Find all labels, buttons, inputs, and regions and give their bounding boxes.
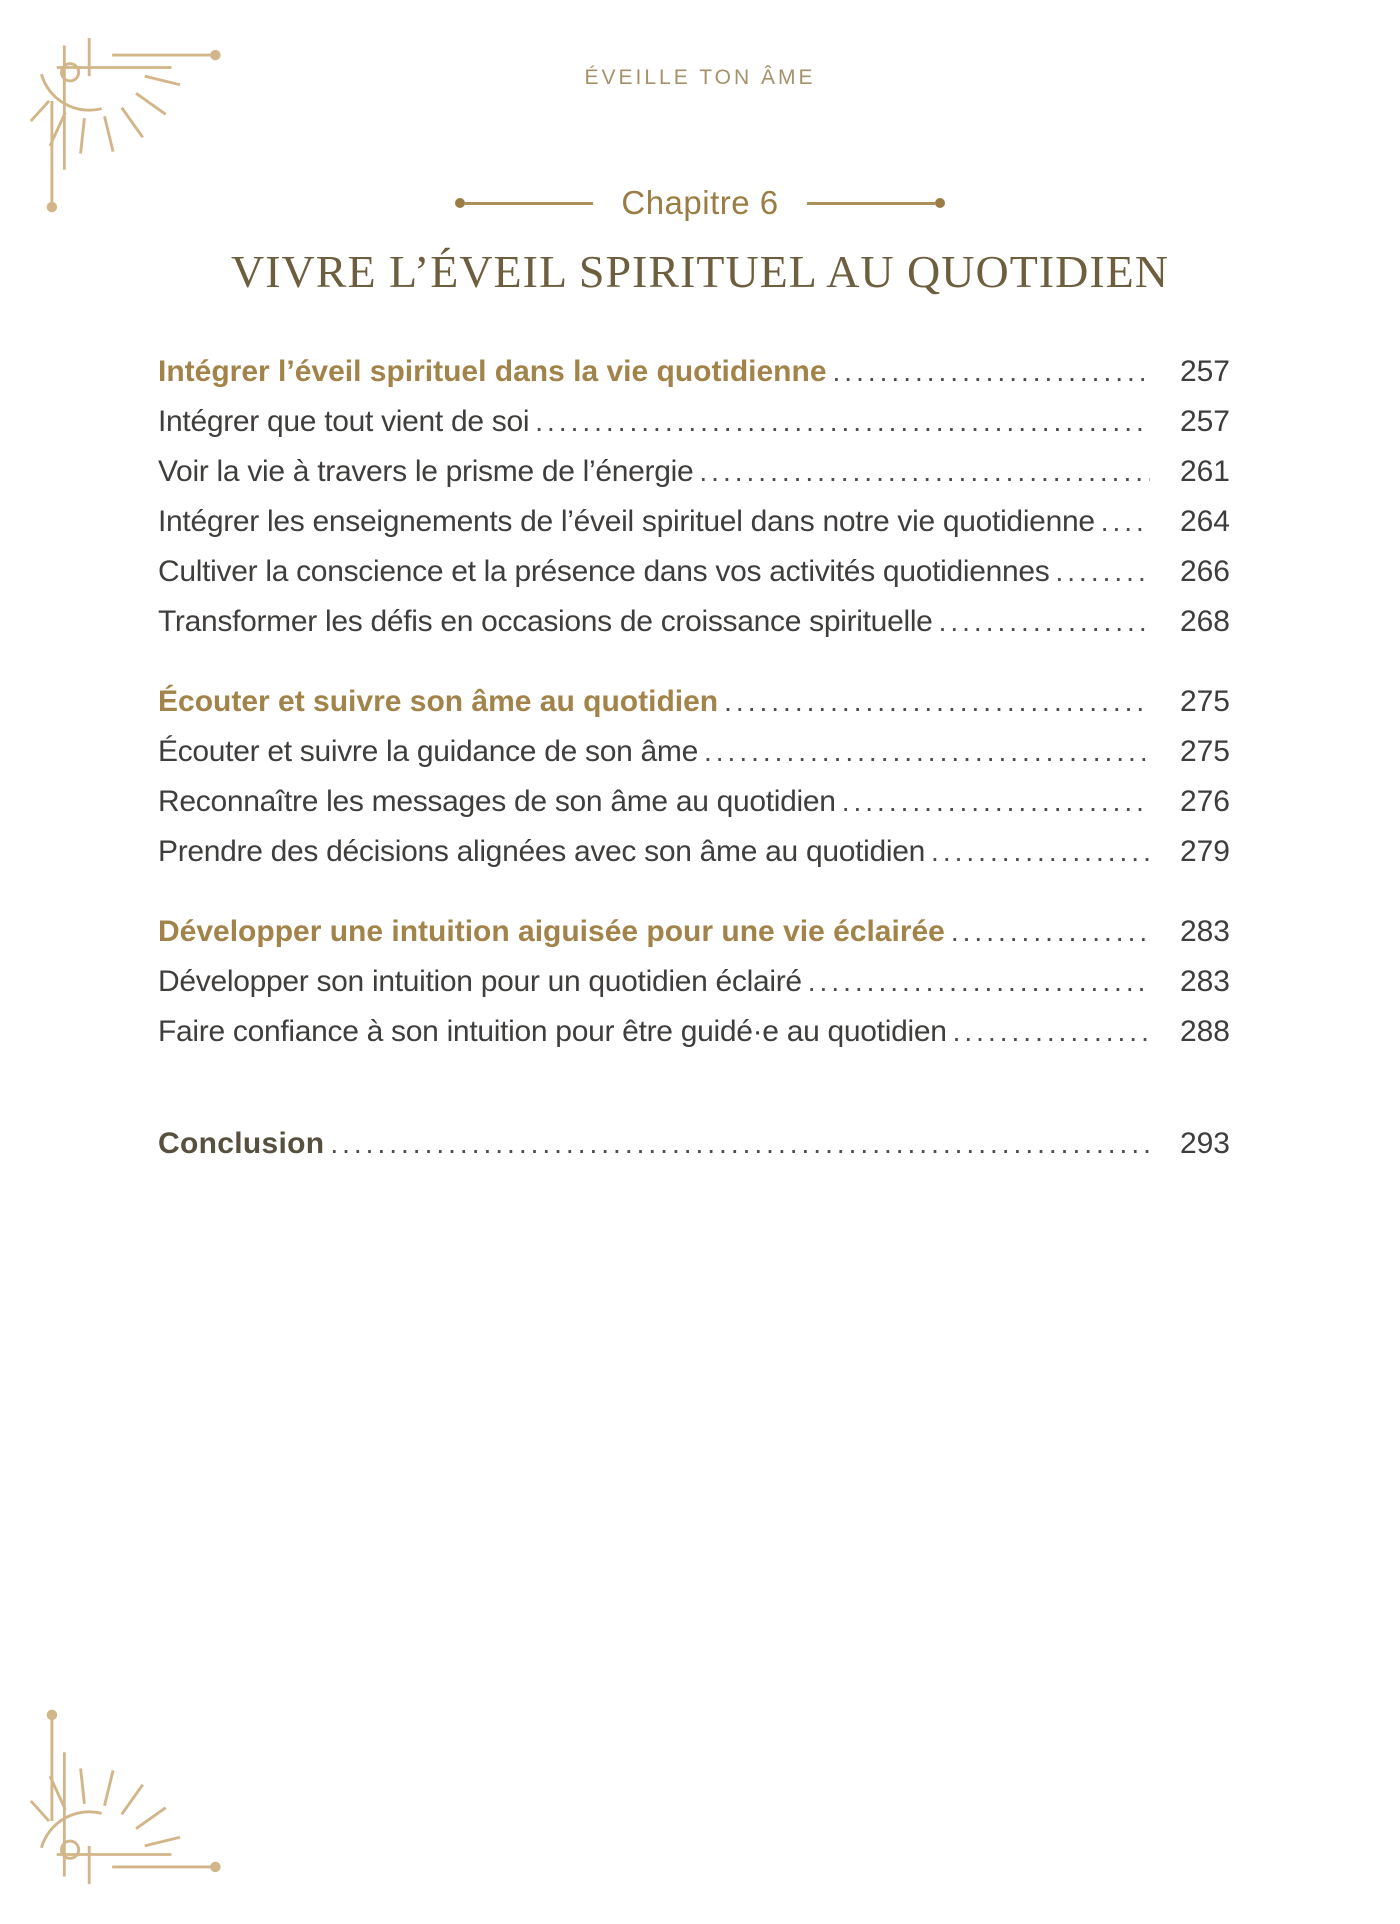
toc-entry-label: Intégrer que tout vient de soi bbox=[158, 405, 530, 438]
dot-leader bbox=[1055, 555, 1150, 589]
dot-leader bbox=[808, 965, 1150, 999]
chapter-rule-right-icon bbox=[807, 198, 945, 208]
toc-entry-label: Conclusion bbox=[158, 1127, 325, 1160]
toc-page-number: 283 bbox=[1179, 965, 1230, 998]
toc-page-number: 264 bbox=[1179, 505, 1230, 538]
toc-page-number: 275 bbox=[1179, 735, 1230, 768]
toc-page-number: 279 bbox=[1179, 835, 1230, 868]
corner-sun-ornament-bottom-icon bbox=[28, 1702, 224, 1898]
toc-row bbox=[158, 555, 1230, 605]
toc-row bbox=[158, 455, 1230, 505]
toc-row bbox=[158, 1015, 1230, 1065]
dot-leader bbox=[833, 355, 1150, 389]
toc-page-number: 268 bbox=[1179, 605, 1230, 638]
toc-row bbox=[158, 405, 1230, 455]
toc-page-number: 257 bbox=[1179, 405, 1230, 438]
toc-page-number: 288 bbox=[1179, 1015, 1230, 1048]
toc-page-number: 276 bbox=[1179, 785, 1230, 818]
toc-entry-label: Cultiver la conscience et la présence dans vos activités quotidiennes bbox=[158, 555, 1050, 588]
dot-leader bbox=[842, 785, 1150, 819]
chapter-label: Chapitre 6 bbox=[621, 184, 779, 221]
toc-page-number: 293 bbox=[1179, 1127, 1230, 1160]
toc-list bbox=[158, 355, 1230, 1177]
toc-row bbox=[158, 915, 1230, 965]
dot-leader bbox=[953, 1015, 1150, 1049]
toc-row bbox=[158, 735, 1230, 785]
toc-row bbox=[158, 835, 1230, 885]
chapter-rule-left-icon bbox=[455, 198, 593, 208]
toc-entry-label: Prendre des décisions alignées avec son âme au quotidien bbox=[158, 835, 926, 868]
toc-entry-label: Intégrer l’éveil spirituel dans la vie quotidienne bbox=[158, 355, 827, 388]
dot-leader bbox=[1101, 505, 1150, 539]
toc-entry-label: Écouter et suivre son âme au quotidien bbox=[158, 685, 719, 718]
toc-page-number: 283 bbox=[1179, 915, 1230, 948]
toc-entry-label: Faire confiance à son intuition pour être guidé·e au quotidien bbox=[158, 1015, 947, 1048]
toc-entry-label: Reconnaître les messages de son âme au quotidien bbox=[158, 785, 836, 818]
toc-row bbox=[158, 505, 1230, 555]
toc-entry-label: Intégrer les enseignements de l’éveil spirituel dans notre vie quotidienne bbox=[158, 505, 1095, 538]
dot-leader bbox=[330, 1127, 1150, 1161]
toc-row bbox=[158, 1127, 1230, 1177]
toc-row bbox=[158, 685, 1230, 735]
toc-entry-label: Écouter et suivre la guidance de son âme bbox=[158, 735, 698, 768]
toc-entry-label: Développer son intuition pour un quotidien éclairé bbox=[158, 965, 802, 998]
toc-row bbox=[158, 965, 1230, 1015]
dot-leader bbox=[704, 735, 1150, 769]
dot-leader bbox=[699, 455, 1150, 489]
chapter-title: VIVRE L’ÉVEIL SPIRITUEL AU QUOTIDIEN bbox=[231, 246, 1169, 297]
toc-row bbox=[158, 605, 1230, 655]
toc-entry-label: Transformer les défis en occasions de croissance spirituelle bbox=[158, 605, 933, 638]
toc-page-number: 266 bbox=[1179, 555, 1230, 588]
running-header: ÉVEILLE TON ÂME bbox=[584, 66, 816, 89]
dot-leader bbox=[535, 405, 1150, 439]
chapter-row bbox=[0, 184, 1400, 222]
dot-leader bbox=[931, 835, 1150, 869]
dot-leader bbox=[939, 605, 1150, 639]
toc-row bbox=[158, 355, 1230, 405]
toc-page-number: 257 bbox=[1179, 355, 1230, 388]
dot-leader bbox=[951, 915, 1150, 949]
dot-leader bbox=[724, 685, 1150, 719]
toc-page-number: 261 bbox=[1179, 455, 1230, 488]
toc-row bbox=[158, 785, 1230, 835]
toc-page-number: 275 bbox=[1179, 685, 1230, 718]
toc-entry-label: Voir la vie à travers le prisme de l’énergie bbox=[158, 455, 694, 488]
toc-entry-label: Développer une intuition aiguisée pour une vie éclairée bbox=[158, 915, 945, 948]
